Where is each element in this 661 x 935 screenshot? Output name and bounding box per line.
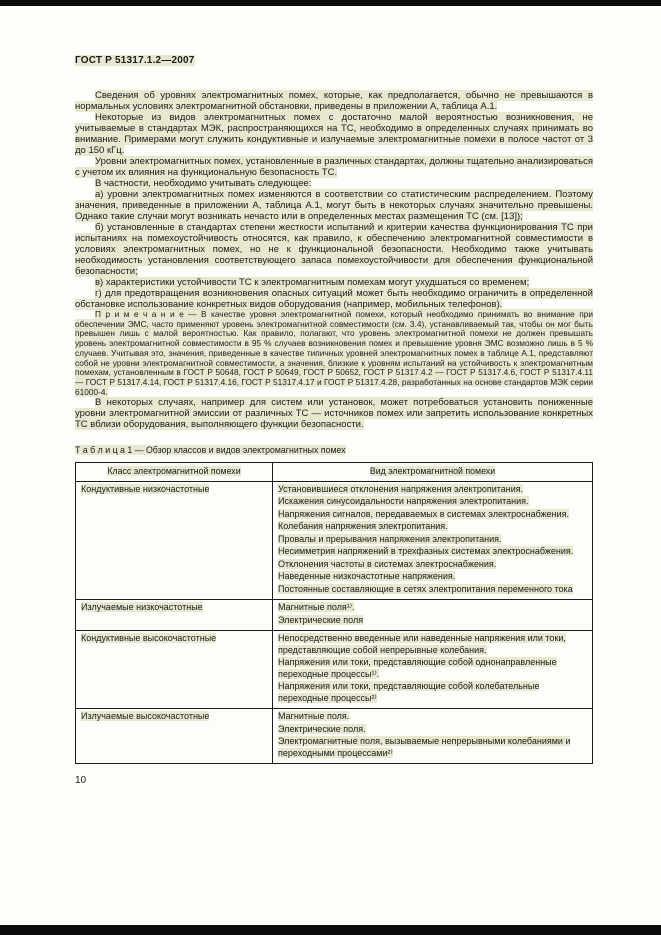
table-row <box>76 709 593 764</box>
paragraph-text: г) для предотвращения возникновения опасных ситуаций может быть необходимо ограничить в определенной обстановке использование конкретных видов оборудования (например, мобильных телефонов). <box>75 288 593 310</box>
kind-line-text: Напряжения сигналов, передаваемых в системах электроснабжения. <box>278 508 570 519</box>
table-caption-text: Т а б л и ц а 1 — Обзор классов и видов электромагнитных помех <box>75 445 346 456</box>
class-cell <box>76 631 273 709</box>
list-item-b <box>75 222 593 277</box>
kind-line <box>278 633 587 656</box>
class-cell <box>76 481 273 600</box>
paragraph-text: В частности, необходимо учитывать следующее: <box>95 178 312 189</box>
kind-line-text: Магнитные поля. <box>278 711 350 722</box>
paragraph <box>75 156 593 178</box>
page-number: 10 <box>75 775 87 787</box>
table-header-kind-text: Вид электромагнитной помехи <box>369 466 496 477</box>
closing-paragraph <box>75 397 593 430</box>
note-paragraph <box>75 310 593 397</box>
kind-line <box>278 546 587 558</box>
list-item-a <box>75 189 593 222</box>
kind-line <box>278 521 587 533</box>
kind-line <box>278 559 587 571</box>
table-row <box>76 631 593 709</box>
kind-line-text: Электрические поля <box>278 614 364 625</box>
page-content <box>75 0 593 786</box>
class-cell-text: Излучаемые высокочастотные <box>81 711 210 722</box>
closing-text: В некоторых случаях, например для систем или установок, может потребоваться установить пониженные уровни электромагнитной эмиссии от различных ТС — источников помех или запретить использование конкретных ТС вблизи оборудования, выполняющего функции безопасности. <box>75 397 593 431</box>
table-body <box>76 481 593 764</box>
kind-line-text: Установившиеся отклонения напряжения электропитания. <box>278 483 524 494</box>
kind-line-text: Несимметрия напряжений в трехфазных системах электроснабжения. <box>278 546 574 557</box>
paragraph-text: а) уровни электромагнитных помех изменяются в соответствии со статистическим распределением. Поэтому значения, приведенные в приложении А, таблица А.1, могут быть в некоторых случаях значительно превышены. Однако такие случаи могут возникать нечасто или в определенных местах размещения ТС (см. [13]); <box>75 189 593 222</box>
kind-line <box>278 534 587 546</box>
kinds-cell <box>273 631 593 709</box>
list-item-v <box>75 277 593 288</box>
kinds-cell <box>273 600 593 631</box>
kind-line <box>278 657 587 680</box>
table-row <box>76 481 593 600</box>
kind-line-text: Постоянные составляющие в сетях электропитания переменного тока <box>278 583 573 594</box>
paragraph <box>75 112 593 156</box>
paragraph-text: Уровни электромагнитных помех, установленные в различных стандартах, должны тщательно анализироваться с учетом их влияния на функциональную безопасность ТС. <box>75 156 593 178</box>
paragraph <box>75 90 593 112</box>
kind-line-text: Напряжения или токи, представляющие собой колебательные переходные процессы²⁾ <box>278 681 540 703</box>
body-text <box>75 90 593 430</box>
class-cell <box>76 709 273 764</box>
kind-line-text: Непосредственно введенные или наведенные напряжения или токи, представляющие собой непрерывные колебания. <box>278 633 566 655</box>
list-item-g <box>75 288 593 310</box>
kind-line <box>278 724 587 736</box>
table-caption <box>75 445 593 456</box>
paragraph <box>75 178 593 189</box>
interference-table <box>75 462 593 764</box>
paragraph-text: Некоторые из видов электромагнитных помех с достаточно малой вероятностью возникновения, не учитываемые в стандартах МЭК, распространяющихся на ТС, необходимо в определенных случаях принимать во внимание. Примерами могут служить кондуктивные и излучаемые электромагнитные помехи в полосе частот от 3 до 150 кГц. <box>75 112 593 156</box>
kind-line-text: Колебания напряжения электропитания. <box>278 521 448 532</box>
kind-line <box>278 496 587 508</box>
scan-edge-bottom <box>0 925 661 935</box>
kinds-cell <box>273 709 593 764</box>
note-text: П р и м е ч а н и е — В качестве уровня электромагнитной помехи, который необходимо принимать во внимание при обеспечении ЭМС, часто применяют уровень электромагнитной совместимости (см. 3.4), устанавливаемый так, чтобы он мог быть превышен лишь с малой вероятностью. Как правило, полагают, что уровень электромагнитной помехи не должен превышать уровень электромагнитной совместимости в 95 % случаев возникновения помех и превышение уровня ЭМС возможно лишь в 5 % случаев. Учитывая это, значения, приведенные в качестве типичных уровней электромагнитных помех в таблице А.1, представляют собой не уровни электромагнитной совместимости, а значения, близкие к уровням испытаний на устойчивость к электромагнитным помехам, установленным в ГОСТ Р 50648, ГОСТ Р 50649, ГОСТ Р 50652, ГОСТ Р 51317.4.2 — ГОСТ Р 51317.4.6, ГОСТ Р 51317.4.11 — ГОСТ Р 51317.4.14, ГОСТ Р 51317.4.16, ГОСТ Р 51317.4.17 и ГОСТ Р 51317.4.28, разработанных на основе стандартов МЭК серии 61000-4. <box>75 309 593 397</box>
kind-line <box>278 484 587 496</box>
kind-line-text: Напряжения или токи, представляющие собой однонаправленные переходные процессы¹⁾. <box>278 657 557 679</box>
kind-line <box>278 602 587 614</box>
kind-line-text: Отклонения частоты в системах электроснабжения. <box>278 558 497 569</box>
class-cell-text: Кондуктивные низкочастотные <box>81 483 210 494</box>
kind-line-text: Искажения синусоидальности напряжения электропитания. <box>278 496 529 507</box>
kind-line <box>278 711 587 723</box>
kind-line <box>278 736 587 759</box>
class-cell-text: Излучаемые низкочастотные <box>81 602 203 613</box>
table-header-kind <box>273 463 593 482</box>
kind-line-text: Наведенные низкочастотные напряжения. <box>278 571 456 582</box>
document-header-text: ГОСТ Р 51317.1.2—2007 <box>75 55 195 66</box>
kind-line <box>278 615 587 627</box>
paragraph-text: Сведения об уровнях электромагнитных помех, которые, как предполагается, обычно не превышаются в нормальных условиях электромагнитной обстановки, приведены в приложении А, таблица А.1. <box>75 90 593 112</box>
class-cell <box>76 600 273 631</box>
kind-line <box>278 681 587 704</box>
kind-line <box>278 584 587 596</box>
kind-line-text: Провалы и прерывания напряжения электропитания. <box>278 533 502 544</box>
kind-line <box>278 509 587 521</box>
paragraph-text: в) характеристики устойчивости ТС к электромагнитным помехам могут ухудшаться со временем; <box>95 277 530 288</box>
kinds-cell <box>273 481 593 600</box>
table-head <box>76 463 593 482</box>
table-header-row <box>76 463 593 482</box>
kind-line-text: Электрические поля. <box>278 723 366 734</box>
class-cell-text: Кондуктивные высокочастотные <box>81 633 217 644</box>
table-header-class-text: Класс электромагнитной помехи <box>107 466 241 477</box>
paragraph-text: б) установленные в стандартах степени жесткости испытаний и критерии качества функционирования ТС при испытаниях на помехоустойчивость относятся, как правило, к обеспечению электромагнитной совместимости в условиях электромагнитных помех, но не к функциональной безопасности. Необходимо также учитывать необходимость установления соответствующего запаса помехоустойчивости для обеспечения функциональной безопасности; <box>75 222 593 277</box>
kind-line-text: Электромагнитные поля, вызываемые непрерывными колебаниями и переходными процессами²⁾ <box>278 736 571 758</box>
table-row <box>76 600 593 631</box>
document-header <box>75 55 593 66</box>
table-header-class <box>76 463 273 482</box>
kind-line-text: Магнитные поля¹⁾. <box>278 602 355 613</box>
kind-line <box>278 571 587 583</box>
